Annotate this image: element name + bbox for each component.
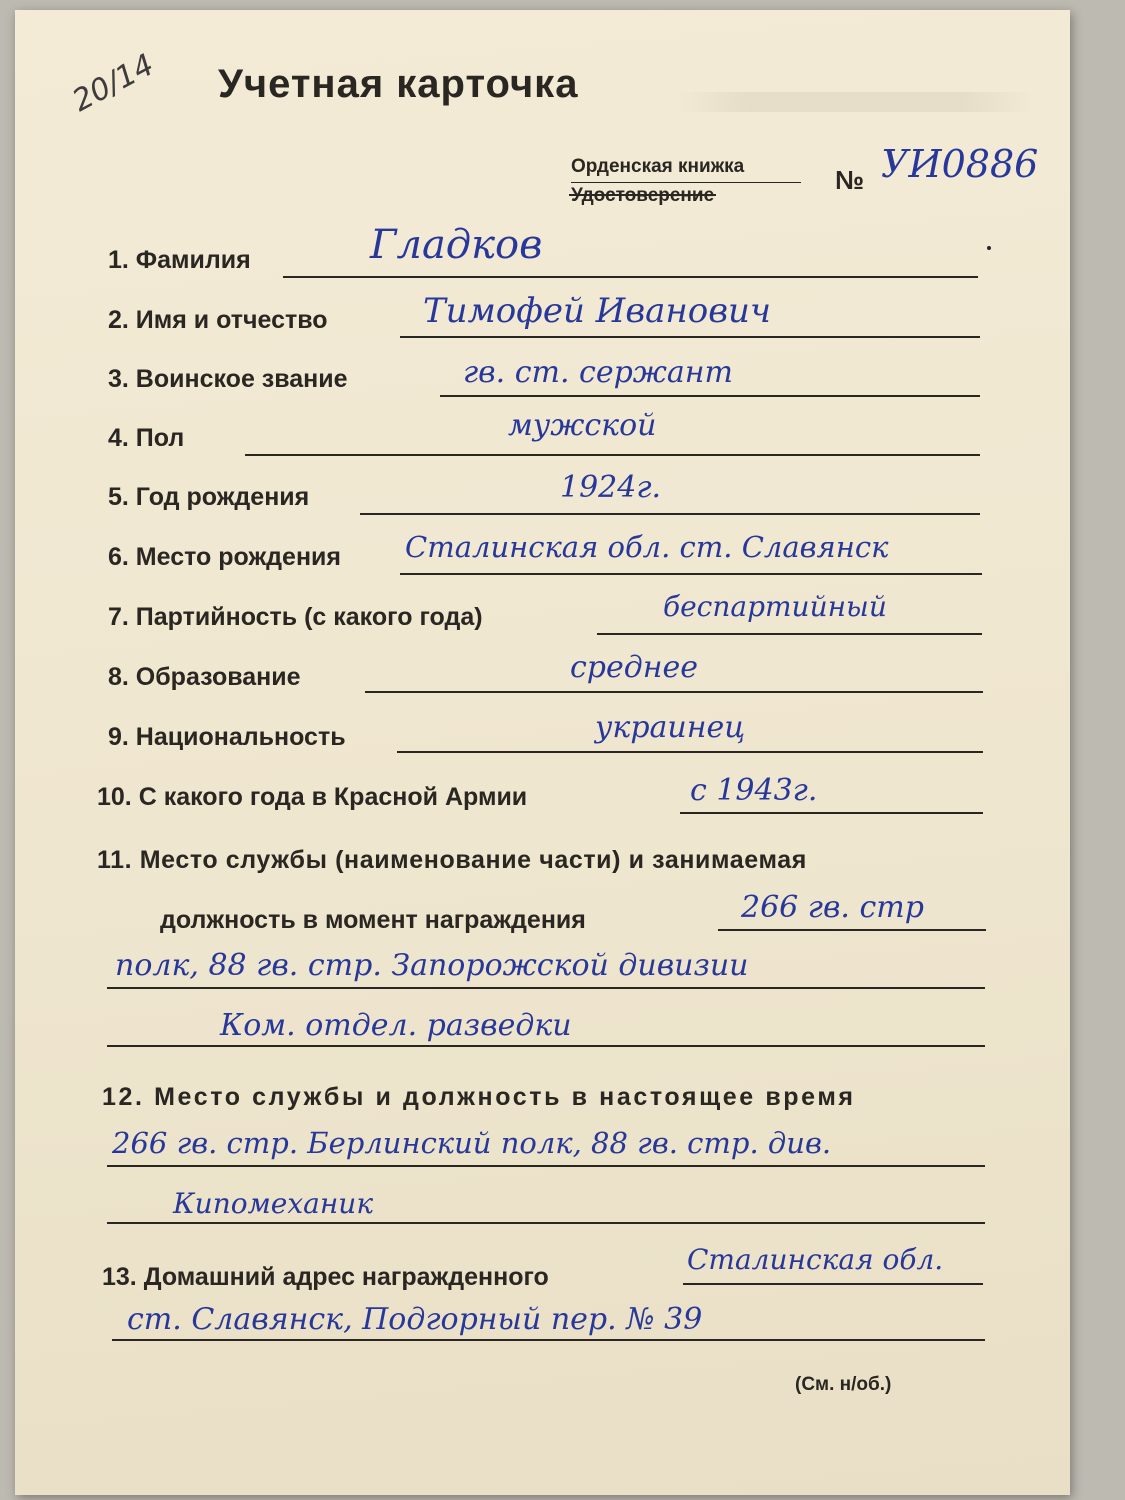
field-1-value: Гладков xyxy=(370,222,543,268)
field-4-value: мужской xyxy=(508,408,657,443)
ink-dot xyxy=(987,246,991,250)
field-12-line-2 xyxy=(107,1222,985,1224)
bleed-through-text xyxy=(675,92,1035,112)
document-type-divider xyxy=(571,182,801,183)
field-9-value: украинец xyxy=(595,710,746,745)
pencil-note: 20/14 xyxy=(67,47,160,119)
document-type xyxy=(571,152,744,210)
field-12-line-1 xyxy=(107,1165,985,1167)
field-11-line-2 xyxy=(107,987,985,989)
field-11-line-1 xyxy=(718,929,986,931)
field-12-value-line-2: Кипомеханик xyxy=(173,1187,374,1220)
field-2-value: Тимофей Иванович xyxy=(423,291,772,331)
field-13-value-line-1: Сталинская обл. xyxy=(687,1243,944,1276)
field-13-value-line-2: ст. Славянск, Подгорный пер. № 39 xyxy=(127,1302,703,1337)
registration-card xyxy=(15,10,1070,1495)
field-1-line xyxy=(283,276,978,278)
field-4-label: 4. Пол xyxy=(108,424,185,452)
field-13-line-1 xyxy=(683,1283,983,1285)
field-8-value: среднее xyxy=(570,650,699,685)
field-13-label: 13. Домашний адрес награжденного xyxy=(102,1263,549,1291)
field-2-line xyxy=(400,336,980,338)
field-6-label: 6. Место рождения xyxy=(108,543,341,571)
field-7-value: беспартийный xyxy=(663,590,887,623)
field-5-line xyxy=(360,513,980,515)
footer-note: (См. н/об.) xyxy=(795,1374,892,1395)
field-11-label-line-2: должность в момент награждения xyxy=(160,906,586,934)
number-label: № xyxy=(835,165,864,195)
field-3-value: гв. ст. сержант xyxy=(463,355,733,390)
field-13-line-2 xyxy=(112,1339,985,1341)
field-10-value: с 1943г. xyxy=(690,773,818,808)
field-2-label: 2. Имя и отчество xyxy=(108,306,328,334)
field-11-value-line-2: полк, 88 гв. стр. Запорожской дивизии xyxy=(115,948,749,983)
field-4-line xyxy=(245,454,980,456)
field-6-line xyxy=(400,573,982,575)
document-type-option-2-struck: Удостоверение xyxy=(571,181,714,210)
field-7-label: 7. Партийность (с какого года) xyxy=(108,603,483,631)
field-12-value-line-1: 266 гв. стр. Берлинский полк, 88 гв. стр. див. xyxy=(112,1126,832,1160)
field-8-label: 8. Образование xyxy=(108,663,301,691)
field-3-line xyxy=(440,395,980,397)
field-11-value-line-3: Ком. отдел. разведки xyxy=(220,1008,572,1043)
field-11-label-line-1: 11. Место службы (наименование части) и занимаемая xyxy=(97,846,807,874)
document-type-option-1: Орденская книжка xyxy=(571,156,745,177)
field-7-line xyxy=(597,633,982,635)
field-11-value-line-1: 266 гв. стр xyxy=(741,890,924,925)
field-1-label: 1. Фамилия xyxy=(108,246,251,274)
field-11-line-3 xyxy=(107,1045,985,1047)
field-9-line xyxy=(397,751,983,753)
field-8-line xyxy=(365,691,983,693)
field-12-label: 12. Место службы и должность в настоящее время xyxy=(102,1083,856,1111)
field-5-label: 5. Год рождения xyxy=(108,483,310,511)
field-10-label: 10. С какого года в Красной Армии xyxy=(97,783,528,811)
field-6-value: Сталинская обл. ст. Славянск xyxy=(405,530,889,564)
number-value: УИ0886 xyxy=(881,142,1039,186)
field-9-label: 9. Национальность xyxy=(108,723,346,751)
field-5-value: 1924г. xyxy=(560,470,662,505)
field-3-label: 3. Воинское звание xyxy=(108,365,348,393)
card-title: Учетная карточка xyxy=(218,62,579,106)
field-10-line xyxy=(680,812,983,814)
